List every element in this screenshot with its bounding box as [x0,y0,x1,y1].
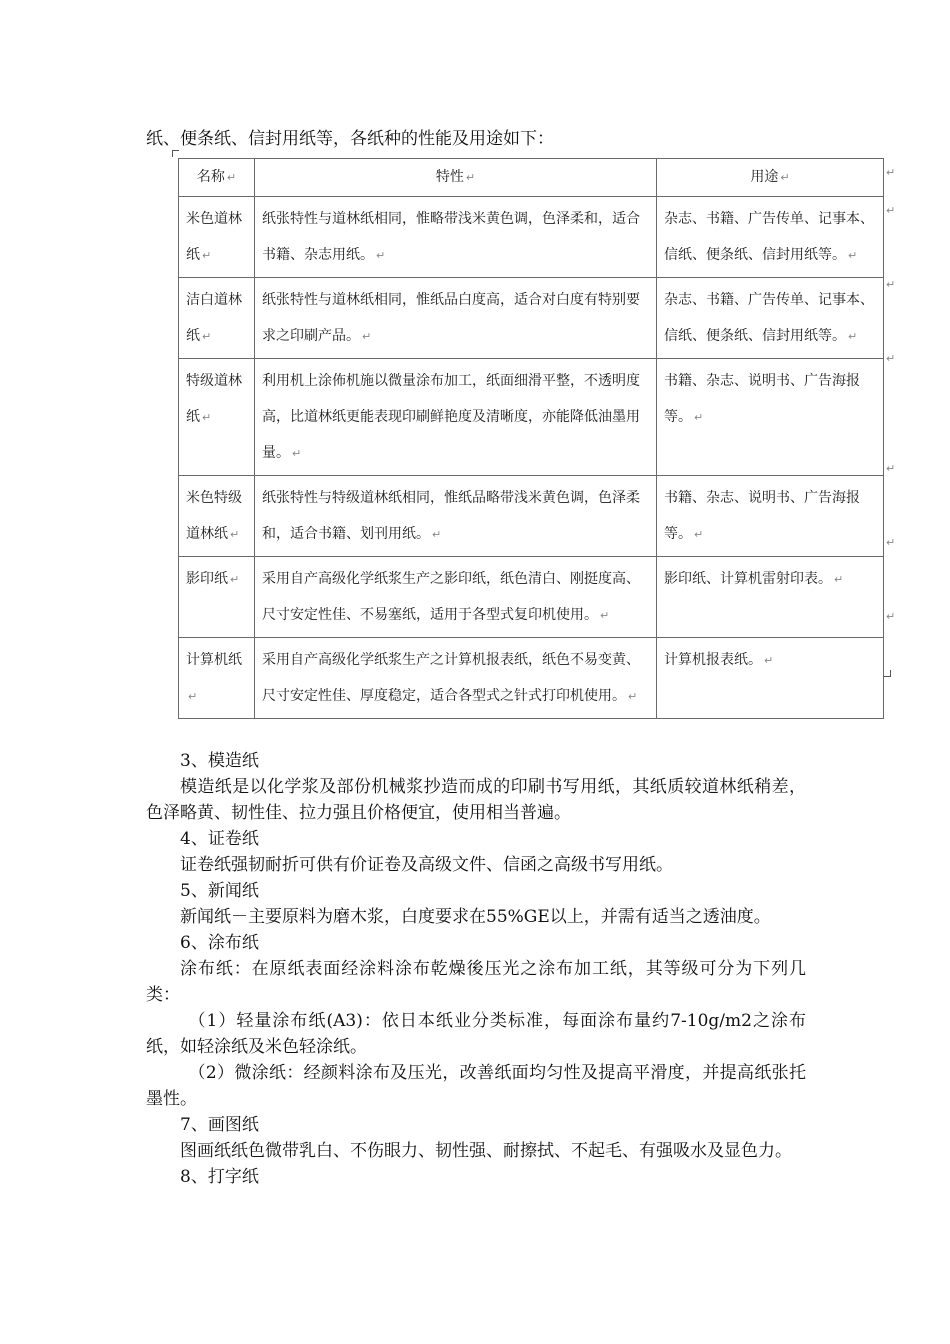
table-row [179,278,884,359]
paragraph: 图画纸纸色微带乳白、不伤眼力、韧性强、耐擦拭、不起毛、有强吸水及显色力。 [180,1141,792,1161]
header-feature: 特性 ↵ [255,159,657,197]
cell-feature: 采用自产高级化学纸浆生产之计算机报表纸，纸色不易变黄、尺寸安定性佳、厚度稳定，适合各型式之针式打印机使用。 ↵ [255,638,657,719]
paragraph: （2）微涂纸：经颜料涂布及压光，改善纸面均匀性及提高平滑度，并提高纸张托墨性。 [146,1063,806,1109]
cell-name: 影印纸 ↵ [179,557,255,638]
row-end-mark: ↵ [886,536,896,549]
paragraph: 模造纸是以化学浆及部份机械浆抄造而成的印刷书写用纸，其纸质较道林纸稍差，色泽略黄、韧性佳、拉力强且价格便宜，使用相当普遍。 [146,777,806,823]
paragraph: 涂布纸：在原纸表面经涂料涂布乾燥後压光之涂布加工纸，其等级可分为下列几类： [146,959,806,1005]
cell-feature: 纸张特性与道林纸相同，惟略带浅米黄色调，色泽柔和，适合书籍、杂志用纸。 ↵ [255,197,657,278]
paper-types-table-image [178,158,883,719]
paragraph: （1）轻量涂布纸(A3)：依日本纸业分类标准，每面涂布量约7-10g/m2之涂布纸，如轻涂纸及米色轻涂纸。 [146,1011,806,1057]
paper-types-table [178,158,884,719]
cell-use: 影印纸、计算机雷射印表。 ↵ [657,557,884,638]
paragraph: 证卷纸强韧耐折可供有价证卷及高级文件、信函之高级书写用纸。 [180,855,673,875]
section-heading: 5、新闻纸 [180,881,259,901]
cell-use: 书籍、杂志、说明书、广告海报等。 ↵ [657,476,884,557]
cell-use: 杂志、书籍、广告传单、记事本、信纸、便条纸、信封用纸等。 ↵ [657,197,884,278]
cell-name: 计算机纸↵ [179,638,255,719]
row-end-mark: ↵ [886,610,896,623]
table-row [179,476,884,557]
table-row [179,197,884,278]
cell-feature: 利用机上涂佈机施以微量涂布加工，纸面细滑平整，不透明度高，比道林纸更能表现印刷鲜艳度及清晰度，亦能降低油墨用量。 ↵ [255,359,657,476]
cell-name: 米色特级道林纸 ↵ [179,476,255,557]
row-end-mark: ↵ [886,462,896,475]
section-heading: 4、证卷纸 [180,829,259,849]
cell-feature: 纸张特性与特级道林纸相同，惟纸品略带浅米黄色调，色泽柔和，适合书籍、划刊用纸。 ↵ [255,476,657,557]
section-heading: 6、涂布纸 [180,933,259,953]
cell-name: 洁白道林纸 ↵ [179,278,255,359]
header-name: 名称 ↵ [179,159,255,197]
body-text [146,748,806,1190]
table-row [179,638,884,719]
row-end-mark: ↵ [886,278,896,291]
table-end-mark [884,670,891,677]
table-row [179,359,884,476]
cell-feature: 采用自产高级化学纸浆生产之影印纸，纸色清白、刚挺度高、尺寸安定性佳、不易塞纸，适用于各型式复印机使用。 ↵ [255,557,657,638]
cell-use: 杂志、书籍、广告传单、记事本、信纸、便条纸、信封用纸等。 ↵ [657,278,884,359]
cell-use: 计算机报表纸。 ↵ [657,638,884,719]
section-heading: 3、模造纸 [180,751,259,771]
section-heading: 7、画图纸 [180,1115,259,1135]
cell-name: 特级道林纸 ↵ [179,359,255,476]
cell-use: 书籍、杂志、说明书、广告海报等。 ↵ [657,359,884,476]
cell-feature: 纸张特性与道林纸相同，惟纸品白度高，适合对白度有特别要求之印刷产品。 ↵ [255,278,657,359]
row-end-mark: ↵ [886,204,896,217]
section-heading: 8、打字纸 [180,1167,259,1187]
row-end-mark: ↵ [886,166,896,179]
header-use: 用途 ↵ [657,159,884,197]
intro-line: 纸、便条纸、信封用纸等，各纸种的性能及用途如下： [146,129,554,149]
table-anchor-mark [172,150,179,157]
paragraph: 新闻纸－主要原料为磨木浆，白度要求在55%GE以上，并需有适当之透油度。 [180,907,771,927]
table-header-row [179,159,884,197]
table-row [179,557,884,638]
row-end-mark: ↵ [886,352,896,365]
cell-name: 米色道林纸 ↵ [179,197,255,278]
